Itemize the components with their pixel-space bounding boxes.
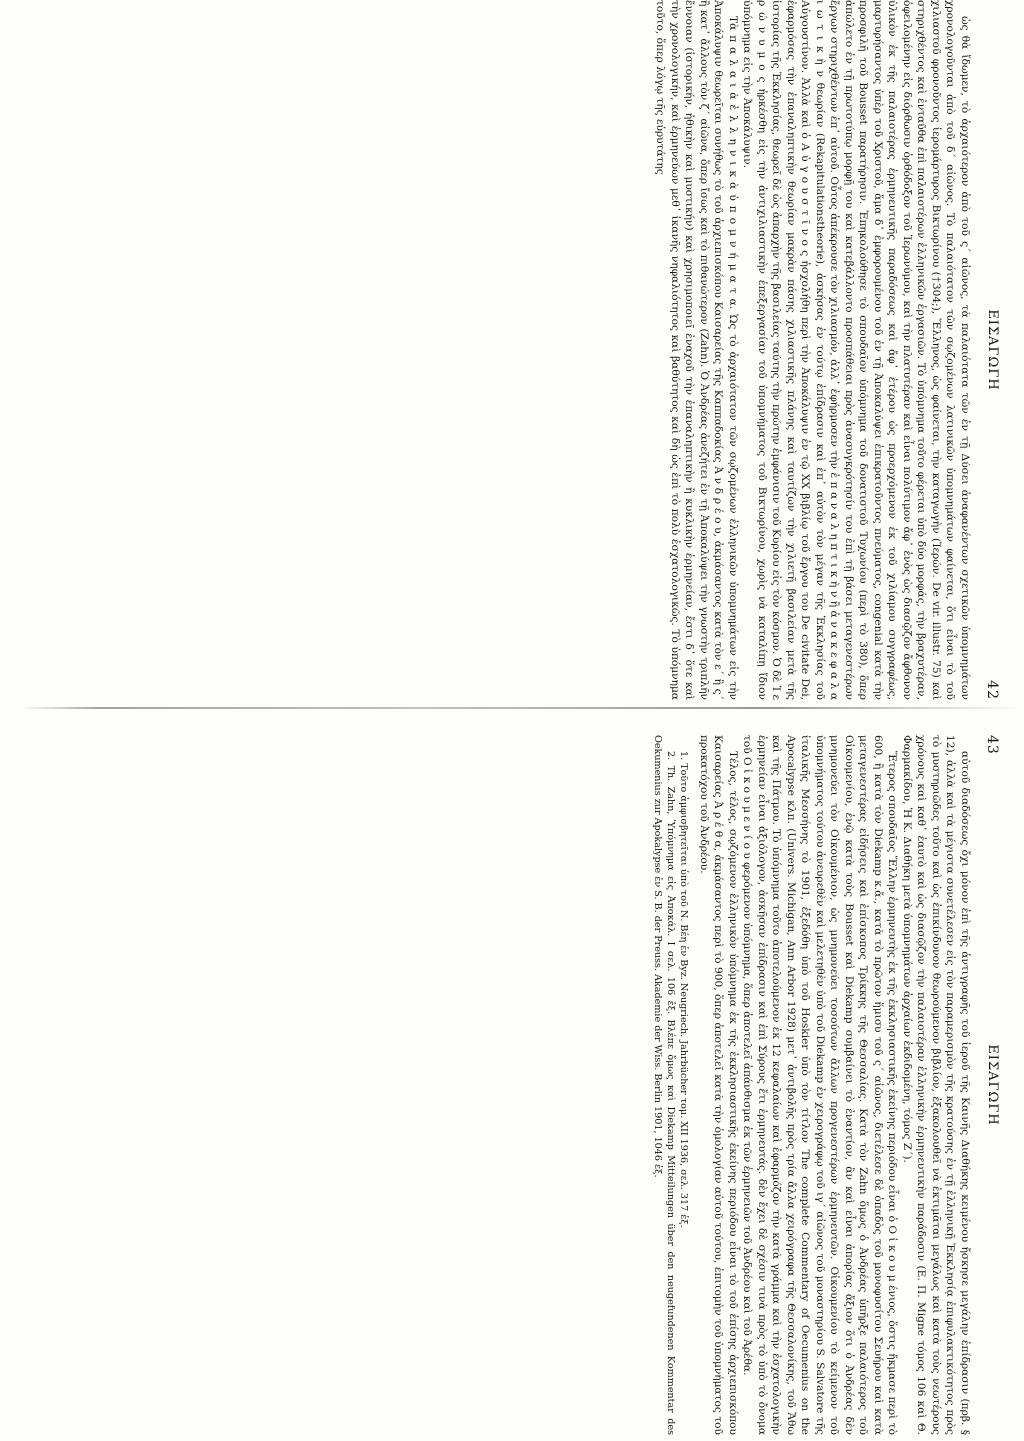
left-running-title: ΕΙΣΑΓΩΓΗ xyxy=(985,309,1000,391)
right-body-text xyxy=(697,735,973,1435)
footnotes xyxy=(652,735,691,1435)
footnote: 2. Th. Zahn, Ὑπόμνημα εἰς Ἀποκάλ. I σελ. 106 ἑξ. Βλέπε ὅμως καὶ Diekamp Mitteilungen über den neugefundenen Kommentar des Oekumenius zur Apokalypse ἐν S. B. der Preuss. Akademie der Wiss. Berlin 1901, 1046 ἑξ. xyxy=(652,735,677,1435)
paragraph: Τὰ π α λ α ι ὰ ἑ λ λ η ν ι κ ὰ ὑ π ο μ ν ή μ α τ α. Ὡς τὸ ἀρχαιότατον τῶν σῳζομένων ἑλληνικῶν ὑπομνημάτων εἰς τὴν Ἀποκάλυψιν θεωρεῖται συνήθως τὸ τοῦ ἀρχιεπισκόπου Καισαρείας τῆς Καππαδοκίας Ἀ ν δ ρ έ ο υ, ἀκμάσαντος κατὰ τὸν ε΄ ἢ ς΄ ἢ κατ᾽ ἄλλους τὸν ζ΄ αἰῶνα, ὅπερ ἴσως καὶ τὸ πιθανώτερον (Zahn). Ὁ Ἀνδρέας ἀνεζήτει ἐν τῇ Ἀποκαλύψει τὴν γνωστὴν τριπλῆν ἔννοιαν (ἱστορικήν, ἠθικὴν καὶ μυστικήν) καὶ χρησιμοποιεῖ ἐναχοῦ τὴν ἐπαναληπτικὴν ἢ κυκλικὴν ἑρμηνείαν, ἔστι δ᾽ ὅτε καὶ τὴν χρονολογικήν, καὶ ἑρμηνεύων μεθ᾽ ἱκανῆς νηφαλιότητος καὶ βαθύτητος καὶ δὴ ὡς ἐπὶ τὸ πολὺ ἐσχατολογικῶς. Τὸ ὑπόμνημα τοῦτο, ὅπερ λόγῳ τῆς εὐρυτάτης xyxy=(654,0,739,700)
paragraph: ὡς θὰ ἴδωμεν, τὸ ἀρχαιότερον ἀπὸ τοῦ ς΄ αἰῶνος, τὰ παλαιότατα τῶν ἐν τῇ Δύσει ἀναφανέντων σχετικῶν ὑπομνημάτων χρονολογοῦνται ἀπὸ τοῦ δ΄ αἰῶνος. Τὸ παλαιότατον τῶν σῳζομένων λατινικῶν ὑπομνημάτων φαίνεται, ὅτι εἶναι τὸ τοῦ χιλιαστοῦ φρονοῦντος ἱερομάρτυρος Βικτωρίνου (†304;), Ἕλληνος, ὡς φαίνεται, τὴν καταγωγὴν (Ἱερών. De vir. illustr. 75) καὶ στηριχθέντος καὶ ἐνταῦθα ἐπὶ παλαιοτέρων ἑλληνικῶν ἐργασιῶν. Τὸ ὑπόμνημα τοῦτο φέρεται ὑπὸ δύο μορφάς, τὴν βραχυτέραν, ὀφειλομένην εἰς διόρθωσιν ὀρθόδοξον τοῦ Ἱερωνύμου, καὶ τὴν πλατυτέραν καὶ εἶναι πολύτιμον ἄφ᾽ ἑνὸς ὡς διασῷζον ἄφθονον ὑλικὸν ἐκ τῆς παλαιοτέρας ἑρμηνευτικῆς παραδόσεως καὶ ἄφ᾽ ἑτέρου ὡς προερχόμενον ἐκ τοῦ χιλίαμου συγγραφέως, μαρτυρήσαντος ὑπὲρ τοῦ Χριστοῦ, ἅμα δ᾽ ἐμφορουμένου τοῦ ἐν τῇ Ἀποκαλύψει ἐπικρατοῦντος πνεύματος, congenial κατὰ τὴν προσφιλῆ τοῦ Bousset παρατήρησιν. Ἐπηκολούθησε τὸ σπουδαῖον ὑπόμνημα τοῦ δονατιστοῦ Τυχωνίου (περὶ τὸ 380), ὅπερ ἀπώλετο ἐν τῇ πρωτοτύπῳ μορφῇ του καὶ κατεβάλλοντο προσπάθειαι πρὸς ἀνασυγκρότησίν του ἐπὶ τῇ βάσει μεταγενεστέρων ἔργων στηριχθέντων ἐπ᾽ αὐτοῦ. Οὗτος ἀπέκρουσε τὸν χιλιασμόν, ἀλλ᾽ ἐφήρμοσεν τὴν ἐ π α ν α λ η π τ ι κ ὴ ν ἢ ἀ ν α κ ε φ α λ α ι ω τ ι κ ὴ ν θεωρίαν (Rekapitulationstheorie), ἀσκήσας ἐν τούτῳ ἐπίδρασιν καὶ ἐπ᾽ αὐτὸν τὸν μέγαν τῆς Ἐκκλησίας τοῦ Αὐγουστίνον. Ἀλλὰ καὶ ὁ Α ὐ γ ο υ σ τ ῖ ν ο ς ἠσχολήθη περὶ τὴν Ἀποκάλυψιν ἐν τῷ XX βιβλίῳ τοῦ ἔργου του De civitate Dei, ἐφαρμόσας τὴν ἐπαναληπτικὴν θεωρίαν μακρὰν πάσης χιλιαστικῆς πλάνης καὶ ταυτίζων τὴν χιλιετῆ βασιλείαν μετὰ τῆς ἱστορίας τῆς Ἐκκλησίας, θεωρεῖ δὲ ὡς ἀπαρχὴν τῆς βασιλείας ταύτης τὴν πρώτην ἐμφάνισιν τοῦ Κυρίου εἰς τὸν κόσμον. Ὁ δὲ Ἱ ε ρ ώ ν υ μ ο ς ἠρκέσθη εἰς τὴν ἀντιχιλιαστικὴν ἐπεξεργασίαν τοῦ ὑπομνήματος τοῦ Βικτωρίνου, χωρὶς νὰ καταλίπῃ ἴδιον ὑπόμνημα εἰς τὴν Ἀποκάλυψιν. xyxy=(741,0,971,700)
left-page-number: 42 xyxy=(984,680,1000,700)
scan-gutter-line xyxy=(20,707,1024,709)
paragraph: αὐτοῦ διαδόσεως ὄχι μόνον ἐπὶ τῆς ἀντιγραφῆς τοῦ ἱεροῦ τῆς Καινῆς Διαθήκης κειμένου ἤσκησε μεγάλην ἐπίδρασιν (πρβ. § 12), ἀλλὰ καὶ τὰ μέγιστα συνετέλεσεν εἰς τὸν παραμερισμὸν τῆς κρατούσης ἐν τῇ ἑλληνικῇ Ἐκκλησίᾳ ἐπιφυλακτικότητος πρὸς τὸ μυστηριῶδες τοῦτο καὶ ὡς ἐπικίνδυνον θεωρούμενον βιβλίον, ἐξακολουθεῖ νὰ ἐκτιμᾶται μεγάλως καὶ κατὰ τοὺς νεωτέρους χρόνους καὶ καθ᾽ ἑαυτὸ καὶ ὡς διασῷζον τὴν παλαιοτέραν ἑλληνικὴν ἑρμηνευτικὴν παράδοσιν (Ε. Π. Migne τόμος 106 καὶ Θ. Φαρμακίδου, Ἡ Κ. Διαθήκη μετὰ ὑπομνημάτων ἀρχαίων ἐκδιδομένη, τόμος Ζ΄). xyxy=(901,735,971,1435)
right-running-head xyxy=(978,735,1000,1435)
paragraph: Ἕτερος σπουδαῖος Ἕλλην ἑρμηνευτὴς ἐκ τῆς ἐκκλησιαστικῆς ἐκείνης περιόδου εἶναι ὁ Ο ἰ κ ο υ μ ένιος, ὅστις ἤκμασε περὶ τὸ 600, ἢ κατὰ τὸν Diekamp κ.ἄ., κατὰ τὸ πρῶτον ἥμισυ τοῦ ς΄ αἰῶνος, διετέλεσε δὲ ὀπαδὸς τοῦ μονοφυσίτου Σευήρου καὶ κατὰ μεταγενεστέρας εἰδήσεις καὶ ἐπίσκοπος Τρίκκης τῆς Θεσσαλίας. Κατὰ τὸν Zahn ὅμως ὁ Ἀνδρέας ὑπῆρξε παλαιότερος τοῦ Οἰκουμενίου, ἐνῷ κατὰ τοὺς Bousset καὶ Diekamp συμβαίνει τὸ ἐναντίον, ἂν καὶ εἶναι ἀπορίας ἄξιον ὅτι ὁ Ἀνδρέας δὲν μνημονεύει τὸν Οἰκουμένιον, ὡς μνημονεύει τοσούτων ἄλλων προγενεστέρων ἑρμηνευτῶν. Οἰκουμενίου τὸ κείμενον τοῦ ὑπομνήματος τούτου ἀνευρεθὲν καὶ μελετηθὲν ὑπὸ τοῦ Diekamp ἐν χειρογράφῳ τοῦ ιγ΄ αἰῶνος τοῦ μοναστηρίου S. Salvatore τῆς ἰταλικῆς Μεσσήνης τὸ 1901, ἐξεδόθη ὑπὸ τοῦ Hoskier ὑπὸ τὸν τίτλον The complete Commentary of Oecumenius on the Apocalypse κλπ. (Univers. Michigan, Ann Arbor 1928) μετ᾽ ἀντιβολῆς πρὸς τρία ἄλλα χειρόγραφα τῆς Θεσσαλονίκης, τοῦ Ἄθω καὶ τῆς Πάτμου. Τὸ ὑπόμνημα τοῦτο ἀποτελούμενον ἐκ 12 κεφαλαίων καὶ ἐφαρμόζον τὴν κατὰ γράμμα καὶ τὴν ἐσχατολογικὴν ἑρμηνείαν εἶναι ἀξιόλογον, ἀσκῆσαν ἐπίδρασιν καὶ ἐπὶ Σύρους ἔτι ἑρμηνευτάς. δὲν ἔχει δὲ σχέσιν τινὰ πρὸς τὸ ὑπὸ τὸ ὄνομα τοῦ Ο ἰ κ ο υ μ ε ν ί ο υ φερόμενον ὑπόμνημα, ὅπερ ἀποτελεῖ ἀπάνθισμα ἐκ τῶν ἑρμηνειῶν τοῦ Ἀνδρέου καὶ τοῦ Ἀρέθα. xyxy=(741,735,899,1435)
left-running-head xyxy=(978,0,1000,700)
footnote: 1. Τοῦτο ἀμφισβητεῖται ὑπὸ τοῦ Ν. Βέη ἐν Byz. Neugriech. Jahrbücher τομ. XII 1936, σελ. 317 ἑξ. xyxy=(678,751,690,1228)
left-body-text xyxy=(653,0,972,700)
left-page xyxy=(520,0,1010,700)
right-running-title: ΕΙΣΑΓΩΓΗ xyxy=(985,1044,1000,1126)
right-page-number: 43 xyxy=(984,735,1000,755)
right-page xyxy=(520,735,1010,1435)
paragraph: Τέλος, τέλος, σῳζόμενον ἑλληνικὸν ὑπόμνημα ἐκ τῆς ἐκκλησιαστικῆς ἐκείνης περιόδου εἶναι τὸ τοῦ ἐπίσης ἀρχιεπισκόπου Καισαρείας Ἀ ρ έ θ α, ἀκμάσαντος περὶ τὸ 900, ὅπερ ἀποτελεῖ κατὰ τὴν ὁμολογίαν αὐτοῦ τούτου, ἐπιτομὴν τοῦ ὑπομνήματος τοῦ προκατόχου τοῦ Ἀνδρέου. xyxy=(698,735,739,1435)
